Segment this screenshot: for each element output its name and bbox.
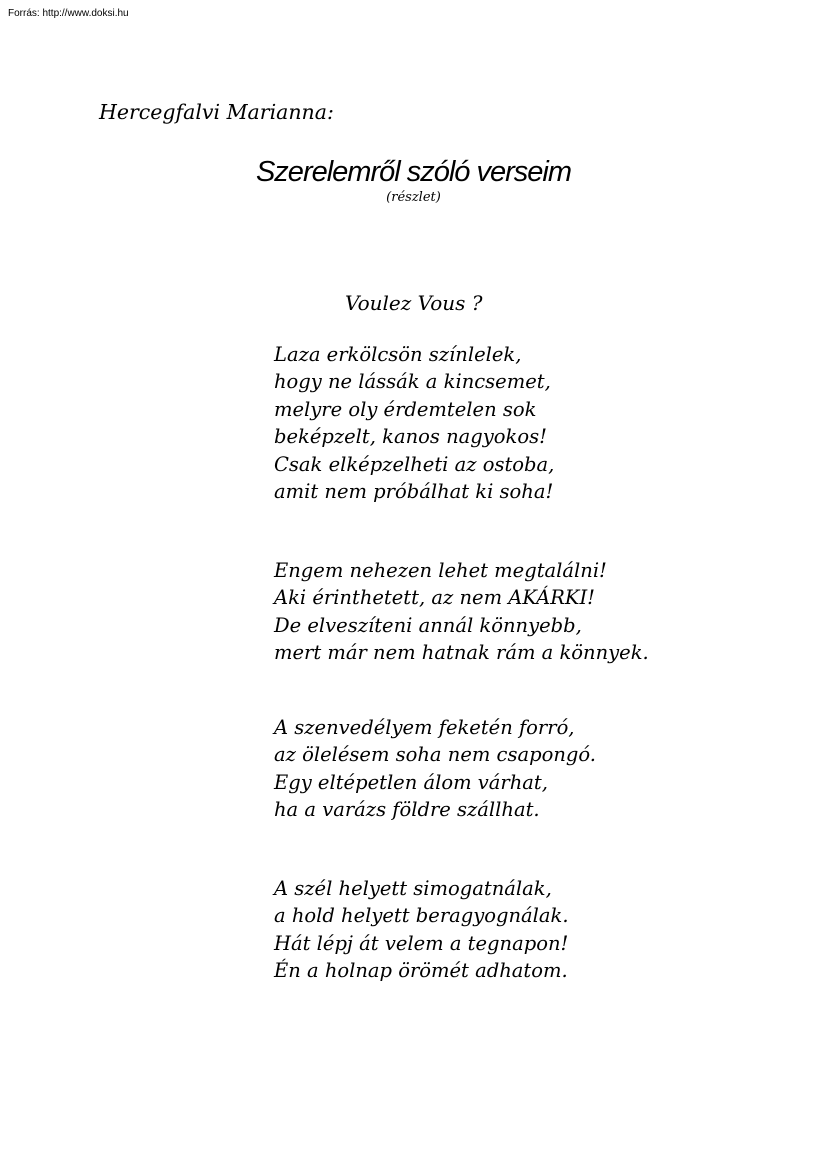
poem-line: A szél helyett simogatnálak, bbox=[274, 877, 552, 900]
poem-line: melyre oly érdemtelen sok bbox=[274, 397, 537, 421]
stanza-1 bbox=[274, 341, 554, 505]
poem-line: Hát lépj át velem a tegnapon! bbox=[274, 931, 569, 955]
source-line: Forrás: http://www.doksi.hu bbox=[8, 8, 129, 19]
poem-line: Csak elképzelheti az ostoba, bbox=[274, 452, 555, 476]
poem-line: Egy eltépetlen álom várhat, bbox=[274, 770, 548, 794]
poem-line: beképzelt, kanos nagyokos! bbox=[274, 425, 547, 449]
poem-line: hogy ne lássák a kincsemet, bbox=[274, 370, 551, 394]
poem-line: Aki érinthetett, az nem AKÁRKI! bbox=[274, 586, 595, 610]
poem-line: a hold helyett beragyognálak. bbox=[274, 904, 569, 928]
poem-line: Engem nehezen lehet megtalálni! bbox=[274, 559, 607, 582]
poem-line: ha a varázs földre szállhat. bbox=[274, 798, 540, 822]
poem-line: A szenvedélyem feketén forró, bbox=[274, 716, 575, 739]
author-name: Hercegfalvi Marianna: bbox=[99, 100, 334, 124]
poem-line: Én a holnap örömét adhatom. bbox=[274, 959, 568, 983]
poem-line: amit nem próbálhat ki soha! bbox=[274, 480, 554, 504]
stanza-4 bbox=[274, 875, 569, 985]
document-subtitle: (részlet) bbox=[386, 190, 441, 205]
poem-line: De elveszíteni annál könnyebb, bbox=[274, 613, 582, 637]
poem-line: Laza erkölcsön színlelek, bbox=[274, 343, 522, 366]
poem-title: Voulez Vous ? bbox=[345, 291, 483, 315]
stanza-3 bbox=[274, 714, 596, 824]
poem-line: az ölelésem soha nem csapongó. bbox=[274, 743, 596, 767]
poem-line: mert már nem hatnak rám a könnyek. bbox=[274, 641, 649, 665]
document-title: Szerelemről szóló verseim bbox=[255, 156, 572, 188]
stanza-2 bbox=[274, 557, 649, 667]
